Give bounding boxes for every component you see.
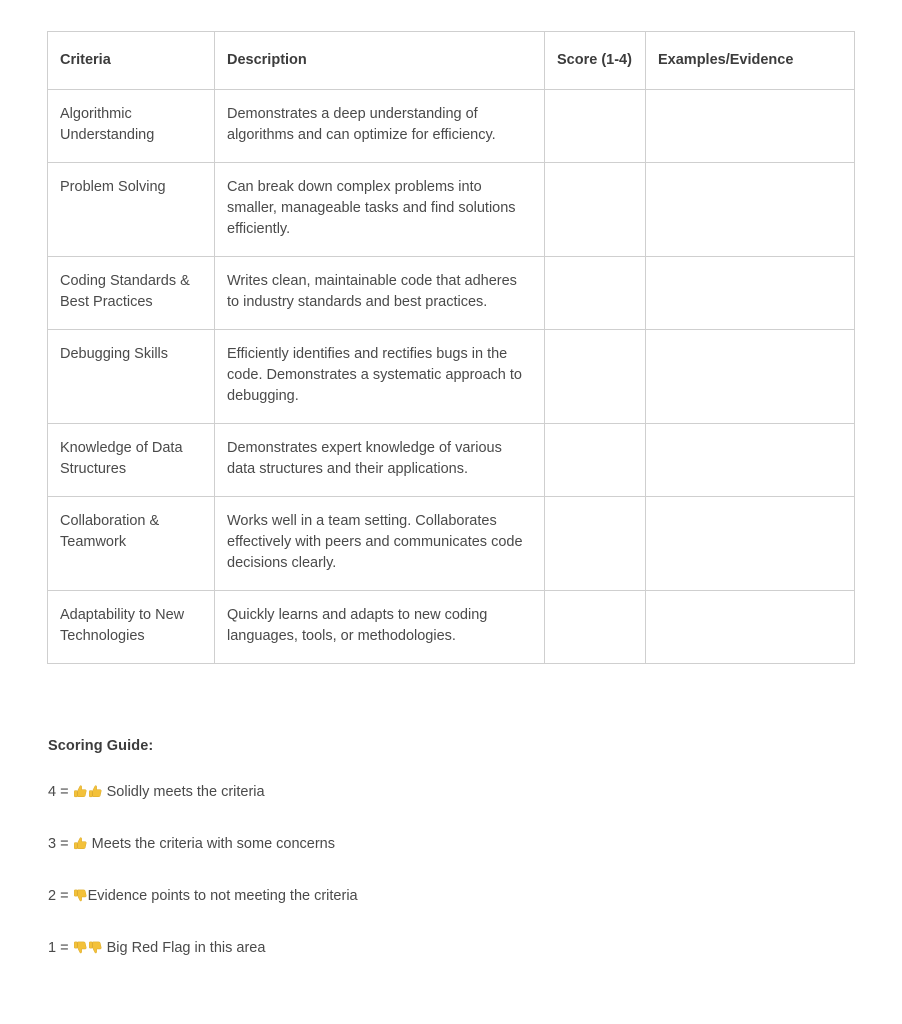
cell-score[interactable] <box>545 591 646 664</box>
cell-score[interactable] <box>545 90 646 163</box>
scoring-guide <box>47 738 855 958</box>
table-row <box>48 424 855 497</box>
cell-criteria: Collaboration & Teamwork <box>48 497 215 591</box>
cell-examples[interactable] <box>646 591 855 664</box>
table-body <box>48 90 855 664</box>
cell-examples[interactable] <box>646 330 855 424</box>
table-row <box>48 163 855 257</box>
thumbs-down-icon <box>88 940 103 955</box>
scoring-guide-item <box>48 782 855 802</box>
scoring-guide-item <box>48 834 855 854</box>
score-value-4: 4 = <box>48 784 73 800</box>
score-description-4: Solidly meets the criteria <box>102 784 265 800</box>
table-header-row <box>48 32 855 90</box>
cell-description: Can break down complex problems into smaller, manageable tasks and find solutions efficiently. <box>215 163 545 257</box>
score-value-1: 1 = <box>48 940 73 956</box>
score-value-3: 3 = <box>48 836 73 852</box>
thumbs-down-icon <box>73 940 88 955</box>
score-description-3: Meets the criteria with some concerns <box>87 836 335 852</box>
evaluation-rubric-table <box>47 31 855 664</box>
score-description-1: Big Red Flag in this area <box>102 940 266 956</box>
table-row <box>48 330 855 424</box>
cell-criteria: Algorithmic Understanding <box>48 90 215 163</box>
cell-criteria: Debugging Skills <box>48 330 215 424</box>
thumbs-up-icon <box>88 784 103 799</box>
column-header-criteria: Criteria <box>48 32 215 90</box>
cell-criteria: Knowledge of Data Structures <box>48 424 215 497</box>
score-value-2: 2 = <box>48 888 73 904</box>
cell-description: Quickly learns and adapts to new coding languages, tools, or methodologies. <box>215 591 545 664</box>
cell-criteria: Coding Standards & Best Practices <box>48 257 215 330</box>
cell-examples[interactable] <box>646 257 855 330</box>
cell-examples[interactable] <box>646 424 855 497</box>
cell-score[interactable] <box>545 330 646 424</box>
cell-criteria: Adaptability to New Technologies <box>48 591 215 664</box>
table-header <box>48 32 855 90</box>
thumbs-up-icon <box>73 784 88 799</box>
scoring-guide-title: Scoring Guide: <box>48 738 154 754</box>
table-row <box>48 591 855 664</box>
cell-score[interactable] <box>545 163 646 257</box>
scoring-guide-item <box>48 938 855 958</box>
column-header-examples: Examples/Evidence <box>646 32 855 90</box>
cell-examples[interactable] <box>646 497 855 591</box>
column-header-score: Score (1-4) <box>545 32 646 90</box>
cell-score[interactable] <box>545 424 646 497</box>
score-description-2: Evidence points to not meeting the criteria <box>87 888 358 904</box>
cell-examples[interactable] <box>646 90 855 163</box>
cell-description: Demonstrates a deep understanding of algorithms and can optimize for efficiency. <box>215 90 545 163</box>
cell-score[interactable] <box>545 497 646 591</box>
cell-description: Writes clean, maintainable code that adheres to industry standards and best practices. <box>215 257 545 330</box>
cell-description: Demonstrates expert knowledge of various data structures and their applications. <box>215 424 545 497</box>
table-row <box>48 257 855 330</box>
thumbs-up-icon <box>73 836 88 851</box>
cell-criteria: Problem Solving <box>48 163 215 257</box>
table-row <box>48 90 855 163</box>
cell-description: Efficiently identifies and rectifies bugs in the code. Demonstrates a systematic approach to debugging. <box>215 330 545 424</box>
scoring-guide-item <box>48 886 855 906</box>
cell-examples[interactable] <box>646 163 855 257</box>
cell-score[interactable] <box>545 257 646 330</box>
table-row <box>48 497 855 591</box>
thumbs-down-icon <box>73 888 88 903</box>
cell-description: Works well in a team setting. Collaborates effectively with peers and communicates code decisions clearly. <box>215 497 545 591</box>
column-header-description: Description <box>215 32 545 90</box>
